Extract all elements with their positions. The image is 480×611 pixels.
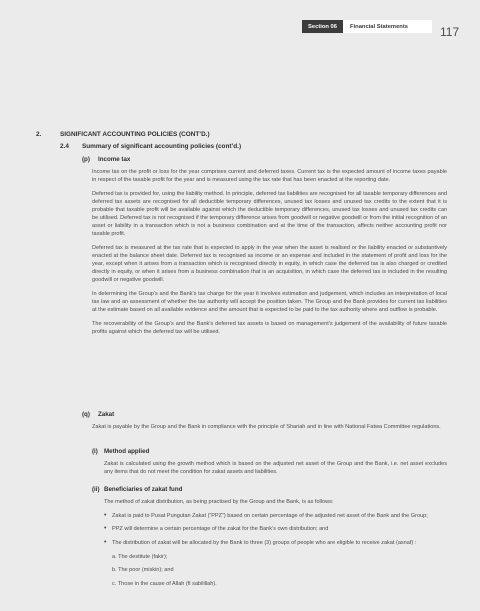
page-header	[302, 20, 432, 33]
main-heading-number: 2.	[36, 131, 42, 138]
beneficiaries-bullet: • The distribution of zakat will be allocated by the Bank to three (3) groups of people who are eligible to receive zakat (asnaf) :	[104, 539, 447, 547]
beneficiaries-title: Beneficiaries of zakat fund	[104, 486, 183, 493]
zakat-title: Zakat	[98, 411, 115, 418]
beneficiaries-bullet: • PPZ will determine a certain percentage of the zakat for the Bank’s own distribution; and	[104, 525, 447, 533]
income-tax-body	[92, 168, 447, 342]
income-tax-paragraph: Deferred tax is measured at the tax rate that is expected to apply in the year when the asset is realised or the liability enacted or substantively enacted at the balance sheet date. Deferred tax is recognised as income or an expense and included in the statement of profit and loss for the year, except when it arises from a transaction which is recognised directly in equity, in which case the deferred tax is also charged or credited directly in equity, or when it arises from a business combination that is an acquisition, in which case the deferred tax is included in the resulting goodwill or negative goodwill.	[92, 244, 447, 284]
zakat-paragraph: Zakat is payable by the Group and the Bank in compliance with the principle of Shariah and in line with National Fatwa Committee regulations.	[92, 424, 441, 430]
beneficiaries-body	[104, 498, 447, 594]
section-label: Section 06	[302, 20, 343, 33]
zakat-label: (q)	[82, 411, 90, 418]
page-number: 117	[440, 25, 460, 39]
income-tax-paragraph: The recoverability of the Group’s and the Bank’s deferred tax assets is based on management’s judgement of the availability of future taxable profits against which the deferred tax will be utilised.	[92, 320, 447, 335]
beneficiaries-intro: The method of zakat distribution, as being practised by the Group and the Bank, is as follows:	[104, 499, 334, 505]
zakat-body	[92, 423, 447, 437]
method-applied-label: (i)	[92, 448, 98, 455]
asnaf-groups-list	[104, 553, 447, 588]
income-tax-paragraph: Deferred tax is provided for, using the liability method. In principle, deferred tax liabilities are recognised for all taxable temporary differences and deferred tax assets are recognised for all deductible temporary differences, unused tax losses and unused tax credits to the extent that it is probable that taxable profit will be available against which the deductible temporary differences, unused tax losses and unused tax credits can be utilised. Deferred tax is not recognised if the temporary difference arises from goodwill or negative goodwill or from the initial recognition of an asset or liability in a transaction which is not a business combination and at the time of the transaction, affects neither accounting profit nor taxable profit.	[92, 190, 447, 238]
method-applied-paragraph: Zakat is calculated using the growth method which is based on the adjusted net asset of the Group and the Bank, i.e. net asset excludes any items that do not meet the condition for zakat assets and liabilities.	[104, 461, 447, 476]
asnaf-group-item: b. The poor (miskin); and	[112, 567, 174, 574]
income-tax-label: (p)	[82, 156, 90, 163]
asnaf-group-item: c. Those in the cause of Allah (fi sabilillah).	[112, 581, 217, 588]
main-heading-title: SIGNIFICANT ACCOUNTING POLICIES (CONT’D.)	[60, 131, 210, 138]
income-tax-paragraph: Income tax on the profit or loss for the year comprises current and deferred taxes. Current tax is the expected amount of income taxes payable in respect of the taxable profit for the year and is measured using the tax rate that has been enacted at the reporting date.	[92, 169, 447, 184]
method-applied-body	[104, 460, 447, 482]
income-tax-title: Income tax	[98, 156, 131, 163]
sub-heading-number: 2.4	[60, 143, 69, 150]
income-tax-paragraph: In determining the Group’s and the Bank’s tax charge for the year it involves estimation and judgement, which includes an interpretation of local tax law and an assessment of whether the tax authority will accept the position taken. The Group and the Bank provides for current tax liabilities at the estimate based on all available evidence and the amount that is expected to be paid to the tax authority where and outflow is probable.	[92, 291, 447, 314]
beneficiaries-label: (ii)	[92, 486, 100, 493]
asnaf-group-item: a. The destitute (fakir);	[112, 553, 168, 560]
section-title: Financial Statements	[343, 20, 432, 33]
beneficiaries-bullet: • Zakat is paid to Pusat Pungutan Zakat (“PPZ”) based on certain percentage of the adjusted net asset of the Bank and the Group;	[104, 512, 447, 520]
method-applied-title: Method applied	[104, 448, 150, 455]
sub-heading-title: Summary of significant accounting policies (cont’d.)	[82, 143, 242, 150]
